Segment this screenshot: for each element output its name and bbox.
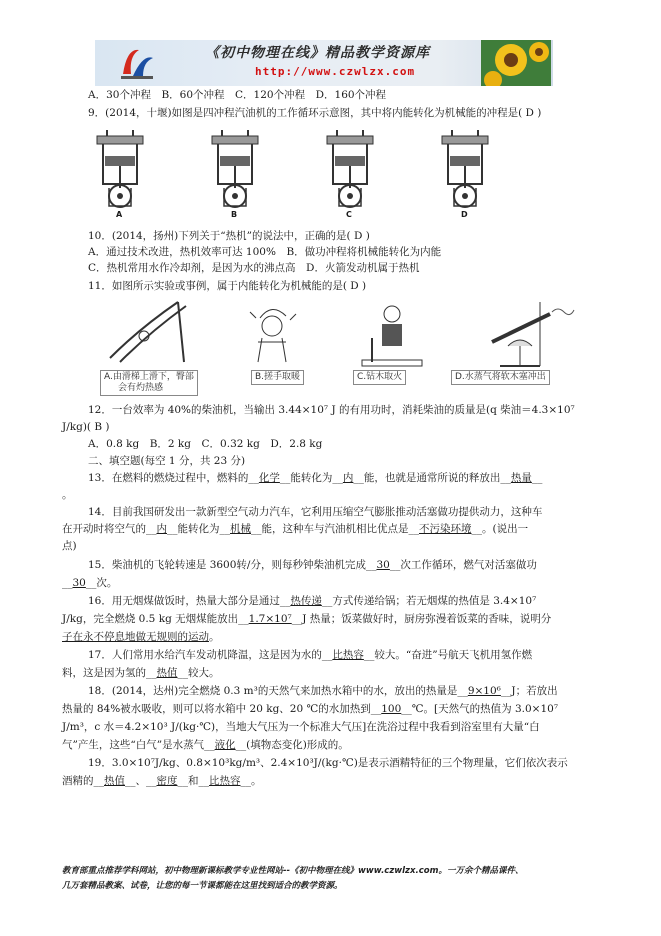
caption-c: C.钻木取火 [353,370,406,385]
q11-illustrations [100,298,578,370]
engine-strokes-figure [95,130,515,222]
q14-answer-1: 内 [156,523,167,535]
q18-answer-3: 液化 [214,739,236,751]
q18-answer-1: 9×10⁶ [467,685,501,697]
q12-stem-a: 12．一台效率为 40%的柴油机，当输出 3.44×10⁷ J 的有用功时，消耗柴油的质量是(q 柴油＝4.3×10⁷ [88,404,575,416]
footer-line-1: 教育部重点推荐学科网站，初中物理新课标教学专业性网站--《初中物理在线》www.czwlzx.com。一万余个精品课件、 [62,866,524,876]
banner-url: http://www.czwlzx.com [255,65,416,78]
q14-line-2: 在开动时将空气的__内__能转化为__机械__能，这种车与汽油机相比优点是__不污染环境__。(说出一 [62,523,529,535]
caption-b: B.搓手取暖 [251,370,304,385]
q12-stem-b: J/kg)( B ) [62,421,110,433]
q15-line-1: 15．柴油机的飞轮转速是 3600转/分，则每秒钟柴油机完成__30__次工作循环，燃气对活塞做功 [88,559,537,571]
q8-options: A．30个冲程 B．60个冲程 C．120个冲程 D．160个冲程 [88,89,387,101]
q10-options-cd: C．热机常用水作冷却剂，是因为水的沸点高 D．火箭发动机属于热机 [88,262,420,274]
q11-stem: 11．如图所示实验或事例，属于内能转化为机械能的是( D ) [88,280,367,292]
q16-answer-1: 热传递 [290,595,322,607]
q16-answer-2: 1.7×10⁷ [248,613,292,625]
q13-answer-2: 内 [342,472,354,484]
q15-line-2: __30__次。 [62,577,118,589]
q19-line-1: 19．3.0×10⁷J/kg、0.8×10³kg/m³、2.4×10³J/(kg·℃)是表示酒精特征的三个物理量，它们依次表示 [88,757,568,769]
q14-line-3: 点) [62,540,77,552]
engine-label-a: A [116,210,123,219]
q13-answer-3: 热量 [510,472,532,484]
q10-options-ab: A．通过技术改进，热机效率可达 100% B．做功冲程将机械能转化为内能 [88,246,442,258]
q14-answer-3: 不污染环境 [419,523,472,535]
q13-answer-1: 化学 [258,472,280,484]
q17-answer-1: 比热容 [332,649,364,661]
sunflower-icon [481,40,551,86]
logo-icon [117,44,157,82]
section-two-heading: 二、填空题(每空 1 分，共 23 分) [88,455,246,467]
q18-line-3: J/m³，c 水＝4.2×10³ J/(kg·℃)，当地大气压为一个标准大气压]在洗浴过程中我看到浴室里有大量“白 [62,721,540,733]
q19-answer-3: 比热容 [209,775,241,787]
q9-stem: 9．(2014，十堰)如图是四冲程汽油机的工作循环示意图，其中将内能转化为机械能的冲程是( D ) [88,107,542,119]
q15-answer-2: 30 [72,577,86,589]
q16-line-1: 16．用无烟煤做饭时，热量大部分是通过__热传递__方式传递给锅；若无烟煤的热值是 3.4×10⁷ [88,595,537,607]
caption-a: A.由滑梯上滑下，臀部 会有灼热感 [100,370,198,396]
q13: 13．在燃料的燃烧过程中，燃料的__化学__能转化为__内__能，也就是通常所说的释放出__热量__ [88,472,543,484]
banner-title: 《初中物理在线》精品教学资源库 [205,45,430,61]
q17-line-2: 料，这是因为氢的__热值__较大。 [62,667,220,679]
q16-line-3: 子在永不停息地做无规则的运动。 [62,631,220,643]
q18-answer-2: 100 [381,703,402,715]
header-banner [95,40,553,86]
q18-line-4: 气”产生，这些“白气”是水蒸气__液化__(填物态变化)形成的。 [62,739,349,751]
engine-label-c: C [346,210,352,219]
engine-label-b: B [231,210,238,219]
q17-answer-2: 热值 [156,667,178,679]
q18-line-1: 18．(2014，达州)完全燃烧 0.3 m³的天然气来加热水箱中的水，放出的热量是__9×10⁶__J；若放出 [88,685,558,697]
q16-answer-3: 子在永不停息地做无规则的运动 [62,631,209,643]
q19-answer-2: 密度 [156,775,178,787]
q19-line-2: 酒精的__热值__、__密度__和__比热容__。 [62,775,262,787]
q14-answer-2: 机械 [230,523,251,535]
q13-end: 。 [62,489,73,501]
engine-diagrams [95,130,515,222]
q17-line-1: 17．人们常用水给汽车发动机降温，这是因为水的__比热容__较大。“奋进”号航天飞机用氢作燃 [88,649,533,661]
q15-answer-1: 30 [376,559,390,571]
q14-line-1: 14．目前我国研发出一款新型空气动力汽车，它利用压缩空气膨胀推动活塞做功提供动力，这种车 [88,506,543,518]
engine-label-d: D [461,210,468,219]
q18-line-2: 热量的 84%被水吸收，则可以将水箱中 20 kg、20 ℃的水加热到__100__℃。[天然气的热值为 3.0×10⁷ [62,703,559,715]
footer-line-2: 几万套精品教案、试卷，让您的每一节课都能在这里找到适合的教学资源。 [62,881,343,891]
q16-line-2: J/kg，完全燃烧 0.5 kg 无烟煤能放出__1.7×10⁷__J 热量；饭菜做好时，厨房弥漫着饭菜的香味，说明分 [62,613,552,625]
q19-answer-1: 热值 [104,775,125,787]
caption-d: D.水蒸气将软木塞冲出 [451,370,550,385]
q10-stem: 10．(2014，扬州)下列关于“热机”的说法中，正确的是( D ) [88,230,370,242]
q12-options: A．0.8 kg B．2 kg C．0.32 kg D．2.8 kg [88,438,323,450]
